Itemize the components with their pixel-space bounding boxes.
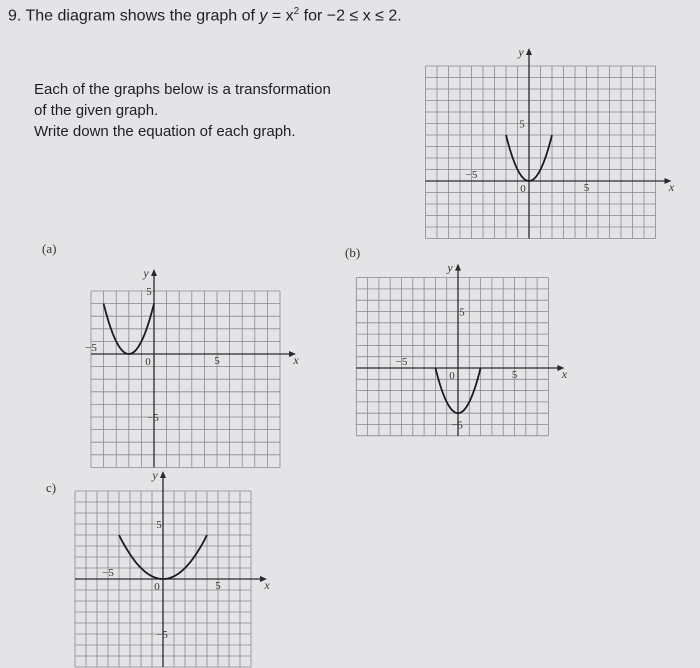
y-axis-label: y [152,468,158,482]
equation-y: y [259,7,268,25]
graph-label-b: (b) [345,245,361,260]
origin-label: 0 [145,356,151,368]
y-axis-label: y [447,260,453,275]
y-min-tick-label: −5 [156,629,168,641]
graph-label-c: c) [46,480,57,495]
y-min-tick-label: −5 [147,412,159,424]
given-graph [425,45,675,245]
instruction-line: Write down the equation of each graph. [34,123,296,140]
x-max-tick-label: 5 [583,182,590,194]
equation-exponent: 2 [293,6,300,17]
question-domain: for −2 ≤ x ≤ 2. [299,7,402,25]
y-arrow-icon [151,269,157,276]
x-axis-label: x [561,367,568,381]
x-max-tick-label: 5 [511,369,518,381]
x-max-tick-label: 5 [215,580,221,592]
y-arrow-icon [526,48,532,55]
instruction-line: of the given graph. [34,102,159,119]
question-number: 9. [8,7,22,25]
y-arrow-icon [455,264,461,271]
x-axis-label: x [264,578,270,592]
grid [426,66,656,239]
y-max-tick-label: 5 [459,306,465,319]
grid [356,278,548,436]
origin-label: 0 [154,581,160,593]
y-max-tick-label: 5 [156,519,162,531]
equation-eq: = x [267,7,294,25]
y-axis-label: y [518,45,524,59]
origin-label: 0 [449,370,455,382]
x-min-tick-label: −5 [85,342,97,354]
x-axis-label: x [293,353,299,367]
x-min-tick-label: −5 [102,567,114,579]
y-axis-label: y [143,266,149,280]
y-max-tick-label: 5 [519,118,525,131]
x-min-tick-label: −5 [465,169,478,181]
graph-label-a: (a) [42,241,57,256]
question-text: The diagram shows the graph of [25,7,255,25]
instruction-line: Each of the graphs below is a transformation [34,81,331,98]
grid [91,291,280,467]
question-title [8,6,402,25]
graph-a [65,255,299,445]
x-min-tick-label: −5 [395,356,408,368]
instructions [34,79,331,142]
y-arrow-icon [160,471,166,478]
graph-b [368,257,570,452]
origin-label: 0 [520,183,526,195]
x-max-tick-label: 5 [214,355,220,367]
y-min-tick-label: −5 [451,419,463,432]
x-axis-label: x [668,180,675,194]
y-max-tick-label: 5 [146,286,152,298]
graph-c [75,468,270,668]
